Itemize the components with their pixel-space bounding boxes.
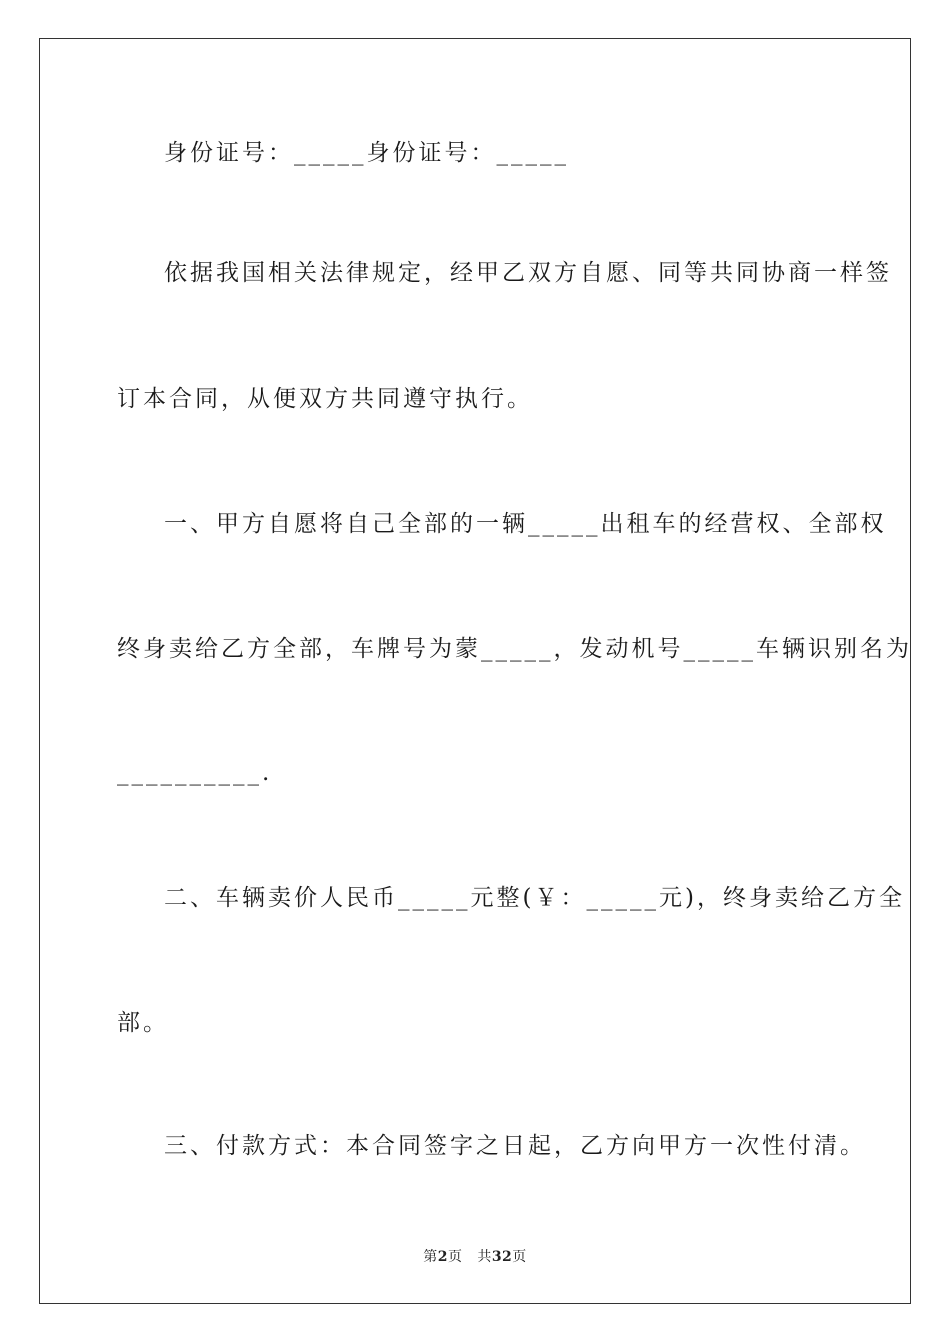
clause-2-line-2: 部。 — [117, 1010, 169, 1036]
page-total: 32 — [491, 1249, 513, 1265]
total-suffix: 页 — [512, 1249, 527, 1265]
clause-1-line-1: 一、甲方自愿将自己全部的一辆_____出租车的经营权、全部权 — [164, 511, 887, 537]
total-prefix: 共 — [477, 1249, 492, 1265]
page-suffix: 页 — [447, 1249, 463, 1265]
clause-3-line-1: 三、付款方式：本合同签字之日起，乙方向甲方一次性付清。 — [164, 1133, 866, 1159]
clause-1-line-3: __________. — [117, 760, 273, 786]
clause-2-line-1: 二、车辆卖价人民币_____元整(￥：_____元)，终身卖给乙方全 — [164, 885, 905, 911]
page-footer — [0, 1246, 950, 1266]
page-current: 2 — [437, 1249, 448, 1265]
id-number-line: 身份证号：_____身份证号：_____ — [164, 140, 569, 166]
page-prefix: 第 — [423, 1249, 438, 1265]
paragraph-intro-line-1: 依据我国相关法律规定，经甲乙双方自愿、同等共同协商一样签 — [164, 260, 892, 286]
page-frame — [39, 38, 911, 1304]
paragraph-intro-line-2: 订本合同，从便双方共同遵守执行。 — [117, 386, 533, 412]
clause-1-line-2: 终身卖给乙方全部，车牌号为蒙_____，发动机号_____车辆识别名为 — [117, 636, 912, 662]
